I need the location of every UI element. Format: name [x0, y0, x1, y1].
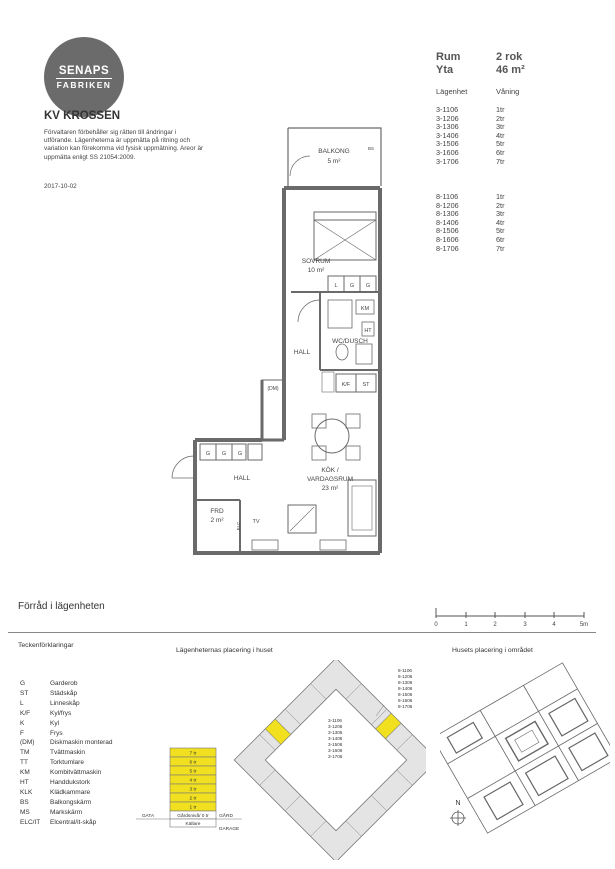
list-item: 3-1306 [436, 122, 459, 132]
combi-washer-label: KM [360, 306, 370, 312]
legend-text: Torktumlare [50, 759, 84, 767]
legend-code: MS [20, 808, 30, 816]
list-item: 3-1406 [436, 130, 459, 140]
list-item: 7tr [496, 243, 505, 253]
logo-line2: FABRIKEN [56, 79, 112, 90]
towel-warmer-label: HT [364, 328, 372, 334]
unit-label: 3-1106 [328, 718, 342, 723]
floor-column-header: Våning [496, 87, 520, 96]
wardrobe-label: G [221, 451, 227, 457]
legend-code: KM [20, 769, 30, 777]
scale-tick-label: 2 [493, 622, 497, 628]
list-item: 3-1706 [436, 156, 459, 166]
list-item: 8-1206 [436, 200, 459, 210]
area-value: 46 m² [496, 64, 525, 76]
scale-tick-label: 5m [579, 622, 589, 628]
floor-label: 1 tr [189, 805, 197, 811]
legend-text: Markskärm [50, 808, 83, 816]
legend-code: ST [20, 689, 29, 697]
legend-code: ELC/IT [20, 818, 41, 826]
legend-title: Teckenförklaringar [18, 642, 74, 649]
unit-label: 8-1606 [398, 698, 413, 703]
floor-label: 6 tr [189, 760, 197, 766]
area-map [440, 660, 610, 840]
page-title: KV KROSSEN [44, 110, 121, 122]
legend-row [20, 739, 113, 747]
legend-text: Kyl/frys [50, 709, 72, 717]
legend-code: HT [20, 779, 29, 787]
room-kitchen-label-2: VARDAGSRUM [306, 476, 354, 483]
legend-row [20, 680, 113, 688]
list-item: 1tr [496, 105, 505, 114]
list-item: 1tr [496, 192, 505, 201]
cleaning-closet-label: ST [362, 382, 370, 388]
legend-text: Kyl [50, 719, 60, 727]
tv-outlet-label: TV [252, 519, 260, 525]
unit-label: 3-1406 [328, 736, 343, 741]
placement-title: Lägenheternas placering i huset [176, 647, 273, 654]
building-placement-diagram [136, 660, 426, 860]
legend-code: TM [20, 749, 30, 757]
list-item: 6tr [496, 234, 505, 244]
room-storage-label: FRD [210, 508, 224, 515]
room-hall-2-label: HALL [233, 475, 251, 482]
list-item: 3tr [496, 209, 505, 219]
legend-text: Städskåp [50, 689, 78, 697]
date: 2017-10-02 [44, 183, 77, 190]
list-item: 8-1706 [436, 243, 459, 253]
list-item: 4tr [496, 130, 505, 140]
scale-bar [430, 604, 595, 628]
disclaimer: Förvaltaren förbehåller sig rätten till ändringar i utförande. Lägenheterna är uppmätta på ritning och variation kan förekomma vid fysisk uppmätning. Areor är uppmätta enligt SS 21054:2009. [44, 129, 204, 161]
floor-label: 7 tr [189, 751, 197, 757]
scale-tick-label: 4 [552, 622, 556, 628]
electrical-cabinet-label: ELC [236, 521, 241, 531]
legend-text: Klädkammare [50, 788, 91, 796]
unit-label: 3-1306 [328, 730, 343, 735]
legend-code: (DM) [20, 739, 35, 747]
legend-text: Balkongskärm [50, 798, 92, 806]
unit-label: 3-1206 [328, 724, 343, 729]
room-kitchen-label: KÖK / [321, 467, 339, 474]
legend-code: K/F [20, 709, 31, 717]
fridge-freezer-label: K/F [341, 382, 351, 388]
legend-text: Diskmaskin monterad [50, 739, 113, 747]
floor-label: 5 tr [189, 769, 197, 775]
list-item: 6tr [496, 147, 505, 157]
legend-code: BS [20, 798, 29, 806]
scale-tick-label: 3 [523, 622, 527, 628]
legend-row [20, 789, 113, 797]
legend-row [20, 759, 113, 767]
legend-code: F [20, 729, 24, 737]
legend-text: Garderob [50, 680, 78, 687]
floor-label: 4 tr [189, 778, 197, 784]
list-item: 2tr [496, 200, 505, 210]
list-item: 4tr [496, 217, 505, 227]
legend-table [18, 678, 115, 829]
unit-label: 8-1206 [398, 674, 413, 679]
wardrobe-label: G [205, 451, 211, 457]
rooms-value: 2 rok [496, 51, 523, 63]
unit-label: 8-1306 [398, 680, 413, 685]
list-item: 8-1106 [436, 192, 459, 201]
scale-tick-label: 0 [434, 622, 438, 628]
scale-tick-label: 1 [464, 622, 468, 628]
legend-row [20, 749, 113, 757]
room-wc-label: WC/DUSCH [332, 338, 368, 345]
legend-code: L [20, 699, 24, 707]
legend-text: Tvättmaskin [50, 749, 86, 757]
legend-code: KLK [20, 788, 33, 796]
legend-text: Frys [50, 729, 63, 737]
legend-row [20, 809, 113, 817]
room-hall-label: HALL [293, 349, 311, 356]
room-bedroom-label: SOVRUM [301, 258, 331, 265]
legend-row [20, 819, 113, 827]
list-item: 3-1606 [436, 147, 459, 157]
list-item: 8-1406 [436, 217, 459, 227]
rooms-label: Rum [436, 51, 461, 63]
unit-label: 3-1606 [328, 748, 343, 753]
area-label: Yta [436, 64, 454, 76]
logo-line1: SENAPS [58, 64, 110, 77]
list-item: 8-1606 [436, 234, 459, 244]
wardrobe-label: G [349, 283, 355, 289]
wardrobe-label: G [237, 451, 243, 457]
legend-row [20, 720, 113, 728]
legend-text: Elcentral/it-skåp [50, 818, 97, 826]
legend-row [20, 769, 113, 777]
legend-row [20, 779, 113, 787]
wardrobe-label: G [365, 283, 371, 289]
linen-closet-label: L [334, 283, 338, 289]
list-item: 8-1306 [436, 209, 459, 219]
legend-text: Handdukstork [50, 779, 91, 787]
legend-text: Kombitvättmaskin [50, 769, 102, 777]
unit-label: 8-1506 [398, 692, 413, 697]
unit-label: 8-1406 [398, 686, 413, 691]
list-item: 7tr [496, 156, 505, 166]
garage-label: GARAGE [218, 827, 240, 832]
ground-level-label: Gårdsnivå/ 0 tr [177, 814, 209, 819]
list-item: 3-1206 [436, 113, 459, 123]
basement-label: Källare [185, 822, 201, 827]
area-map-title: Husets placering i området [452, 647, 533, 654]
room-balcony-area: 5 m² [327, 158, 341, 165]
list-item: 3-1506 [436, 139, 459, 149]
section-divider [8, 632, 596, 633]
room-bedroom-area: 10 m² [307, 267, 325, 274]
apartment-column-header: Lägenhet [436, 87, 468, 96]
list-item: 5tr [496, 226, 505, 236]
balcony-screen-label: BS [367, 146, 375, 151]
legend-row [20, 730, 113, 738]
north-label: N [455, 800, 461, 807]
dishwasher-label: (DM) [267, 386, 279, 392]
legend-row [20, 690, 113, 698]
legend-row [20, 700, 113, 708]
unit-label: 3-1706 [328, 754, 343, 759]
room-storage-area: 2 m² [210, 517, 224, 524]
list-item: 5tr [496, 139, 505, 149]
room-kitchen-area: 23 m² [321, 485, 339, 492]
list-item: 8-1506 [436, 226, 459, 236]
list-item: 3-1106 [436, 105, 459, 114]
street-label: GATA [141, 814, 155, 819]
legend-code: G [20, 680, 26, 687]
floor-label: 3 tr [189, 787, 197, 793]
legend-code: K [20, 719, 25, 727]
legend-text: Linneskåp [50, 699, 80, 707]
floor-label: 2 tr [189, 796, 197, 802]
room-balcony-label: BALKONG [318, 148, 350, 155]
legend-code: TT [20, 759, 28, 767]
legend-row [20, 799, 113, 807]
unit-label: 3-1506 [328, 742, 343, 747]
list-item: 2tr [496, 113, 505, 123]
legend-row [20, 710, 113, 718]
storage-note: Förråd i lägenheten [18, 601, 105, 612]
list-item: 3tr [496, 122, 505, 132]
unit-label: 8-1106 [398, 668, 412, 673]
courtyard-label: GÅRD [219, 814, 233, 819]
unit-label: 8-1706 [398, 704, 413, 709]
